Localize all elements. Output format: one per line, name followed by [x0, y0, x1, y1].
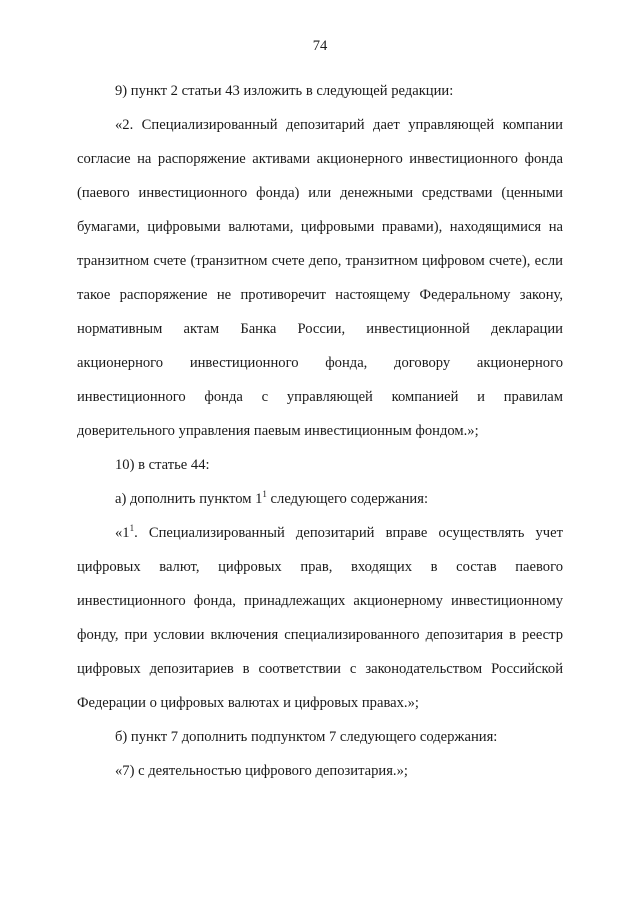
paragraph-item-10: 10) в статье 44: [115, 457, 210, 473]
paragraph-subitem-b: б) пункт 7 дополнить подпунктом 7 следующего содержания: [115, 729, 498, 745]
superscript-one: 1 [129, 523, 135, 534]
paragraph-subitem-a-text: а) дополнить пунктом 1 [115, 491, 263, 507]
paragraph-quote-article-43-point-2: «2. Специализированный депозитарий дает управляющей компании согласие на распоряжение активами акционерного инвестиционного фонда (паевого инвестиционного фонда) или денежными средствами (ценными бумагами, цифровыми валютами, цифровыми правами), находящимися на транзитном счете (транзитном счете депо, транзитном цифровом счете), если такое распоряжение не противоречит настоящему Федеральному закону, нормативным актам Банка России, инвестиционной декларации акционерного инвестиционного фонда, договору акционерного инвестиционного фонда с управляющей компанией и правилам доверительного управления паевым инвестиционным фондом.»; [77, 117, 563, 439]
paragraph-subitem-a-text-end: следующего содержания: [266, 491, 429, 507]
superscript-one: 1 [262, 489, 267, 500]
paragraph-subitem-a [77, 482, 563, 516]
paragraph-quote-point-1-1-text: . Специализированный депозитарий вправе осуществлять учет цифровых валют, цифровых прав, входящих в состав паевого инвестиционного фонда, принадлежащих акционерному инвестиционному фонду, при условии включения специализированного депозитария в реестр цифровых депозитариев в соответствии с законодательством Российской Федерации о цифровых валютах и цифровых правах.»; [77, 525, 563, 711]
paragraph-quote-point-1-1-start: «1 [115, 525, 130, 541]
paragraph-quote-subpoint-7: «7) с деятельностью цифрового депозитария.»; [115, 763, 408, 779]
paragraph-quote-point-1-1 [77, 516, 563, 720]
page-number: 74 [312, 38, 328, 54]
document-body [77, 74, 563, 788]
paragraph-item-9: 9) пункт 2 статьи 43 изложить в следующей редакции: [115, 83, 454, 99]
